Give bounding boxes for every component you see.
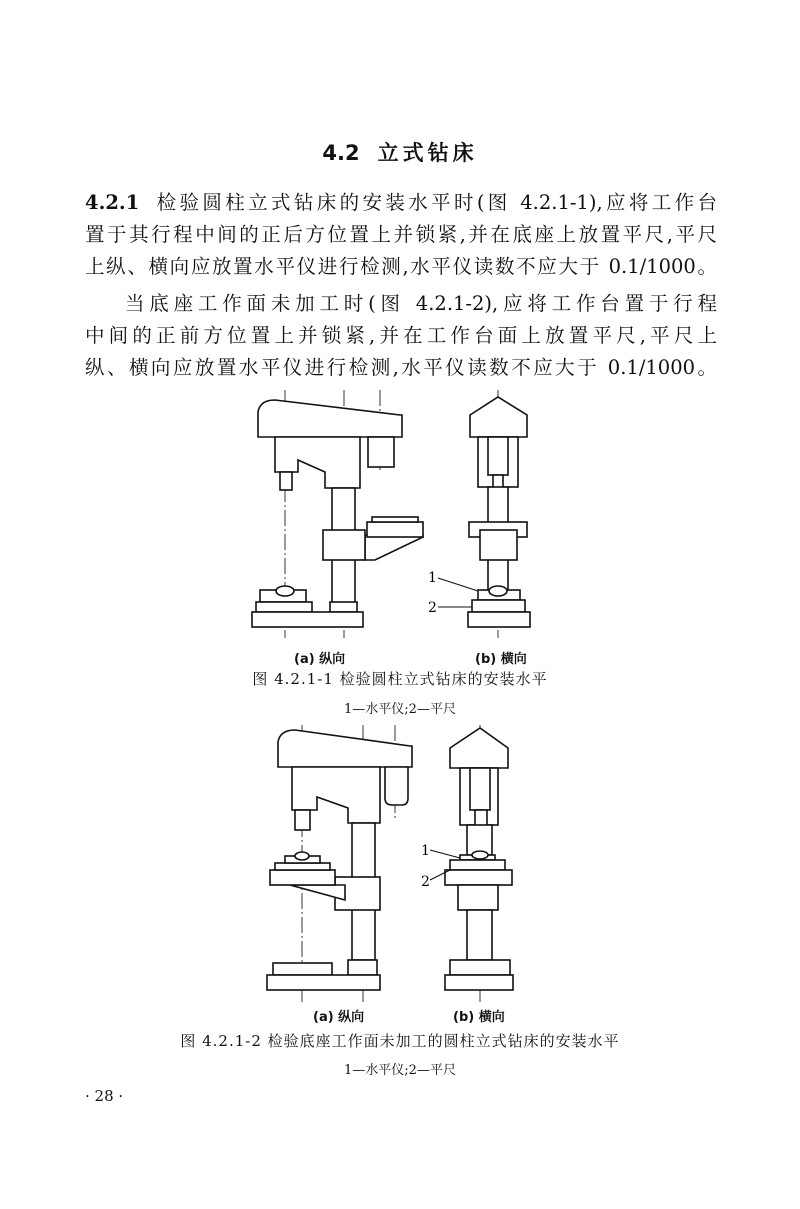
section-heading: 立式钻床 <box>377 141 478 165</box>
clause-paragraph-1 <box>85 187 717 283</box>
callout-1: 1 <box>421 843 430 859</box>
text-line: 上纵、横向应放置水平仪进行检测,水平仪读数不应大于 0.1/1000。 <box>85 255 717 278</box>
drill-longitudinal-view <box>267 725 412 1002</box>
callout-1: 1 <box>428 570 437 586</box>
callout-2: 2 <box>428 600 437 616</box>
clause-paragraph-2 <box>85 288 717 384</box>
figure1-sub-a: (a) 纵向 <box>294 652 346 667</box>
section-number: 4.2 <box>322 141 360 165</box>
figure2-caption: 图 4.2.1-2 检验底座工作面未加工的圆柱立式钻床的安装水平 <box>180 1032 620 1050</box>
drill-longitudinal-view <box>252 390 423 638</box>
callout-2: 2 <box>421 874 430 890</box>
figure2-sub-b: (b) 横向 <box>453 1010 505 1025</box>
figure-4-2-1-2-drawing <box>240 720 560 1005</box>
page-number: · 28 · <box>85 1087 124 1105</box>
text-line: 检验圆柱立式钻床的安装水平时(图 4.2.1-1),应将工作台 <box>153 191 717 214</box>
drill-transverse-view <box>428 390 530 638</box>
figure1-sub-b: (b) 横向 <box>475 652 527 667</box>
section-title <box>0 137 800 167</box>
figure2-legend: 1—水平仪;2—平尺 <box>344 1063 456 1078</box>
text-line: 置于其行程中间的正后方位置上并锁紧,并在底座上放置平尺,平尺 <box>85 223 717 246</box>
drill-transverse-view <box>421 725 513 1002</box>
clause-number: 4.2.1 <box>85 191 140 214</box>
text-line: 中间的正前方位置上并锁紧,并在工作台面上放置平尺,平尺上 <box>85 324 717 347</box>
figure-4-2-1-1-drawing <box>240 390 560 645</box>
text-line: 纵、横向应放置水平仪进行检测,水平仪读数不应大于 0.1/1000。 <box>85 356 717 379</box>
figure1-legend: 1—水平仪;2—平尺 <box>344 702 456 717</box>
figure1-caption: 图 4.2.1-1 检验圆柱立式钻床的安装水平 <box>252 670 548 688</box>
text-line: 当底座工作面未加工时(图 4.2.1-2),应将工作台置于行程 <box>125 292 717 315</box>
figure2-sub-a: (a) 纵向 <box>313 1010 365 1025</box>
